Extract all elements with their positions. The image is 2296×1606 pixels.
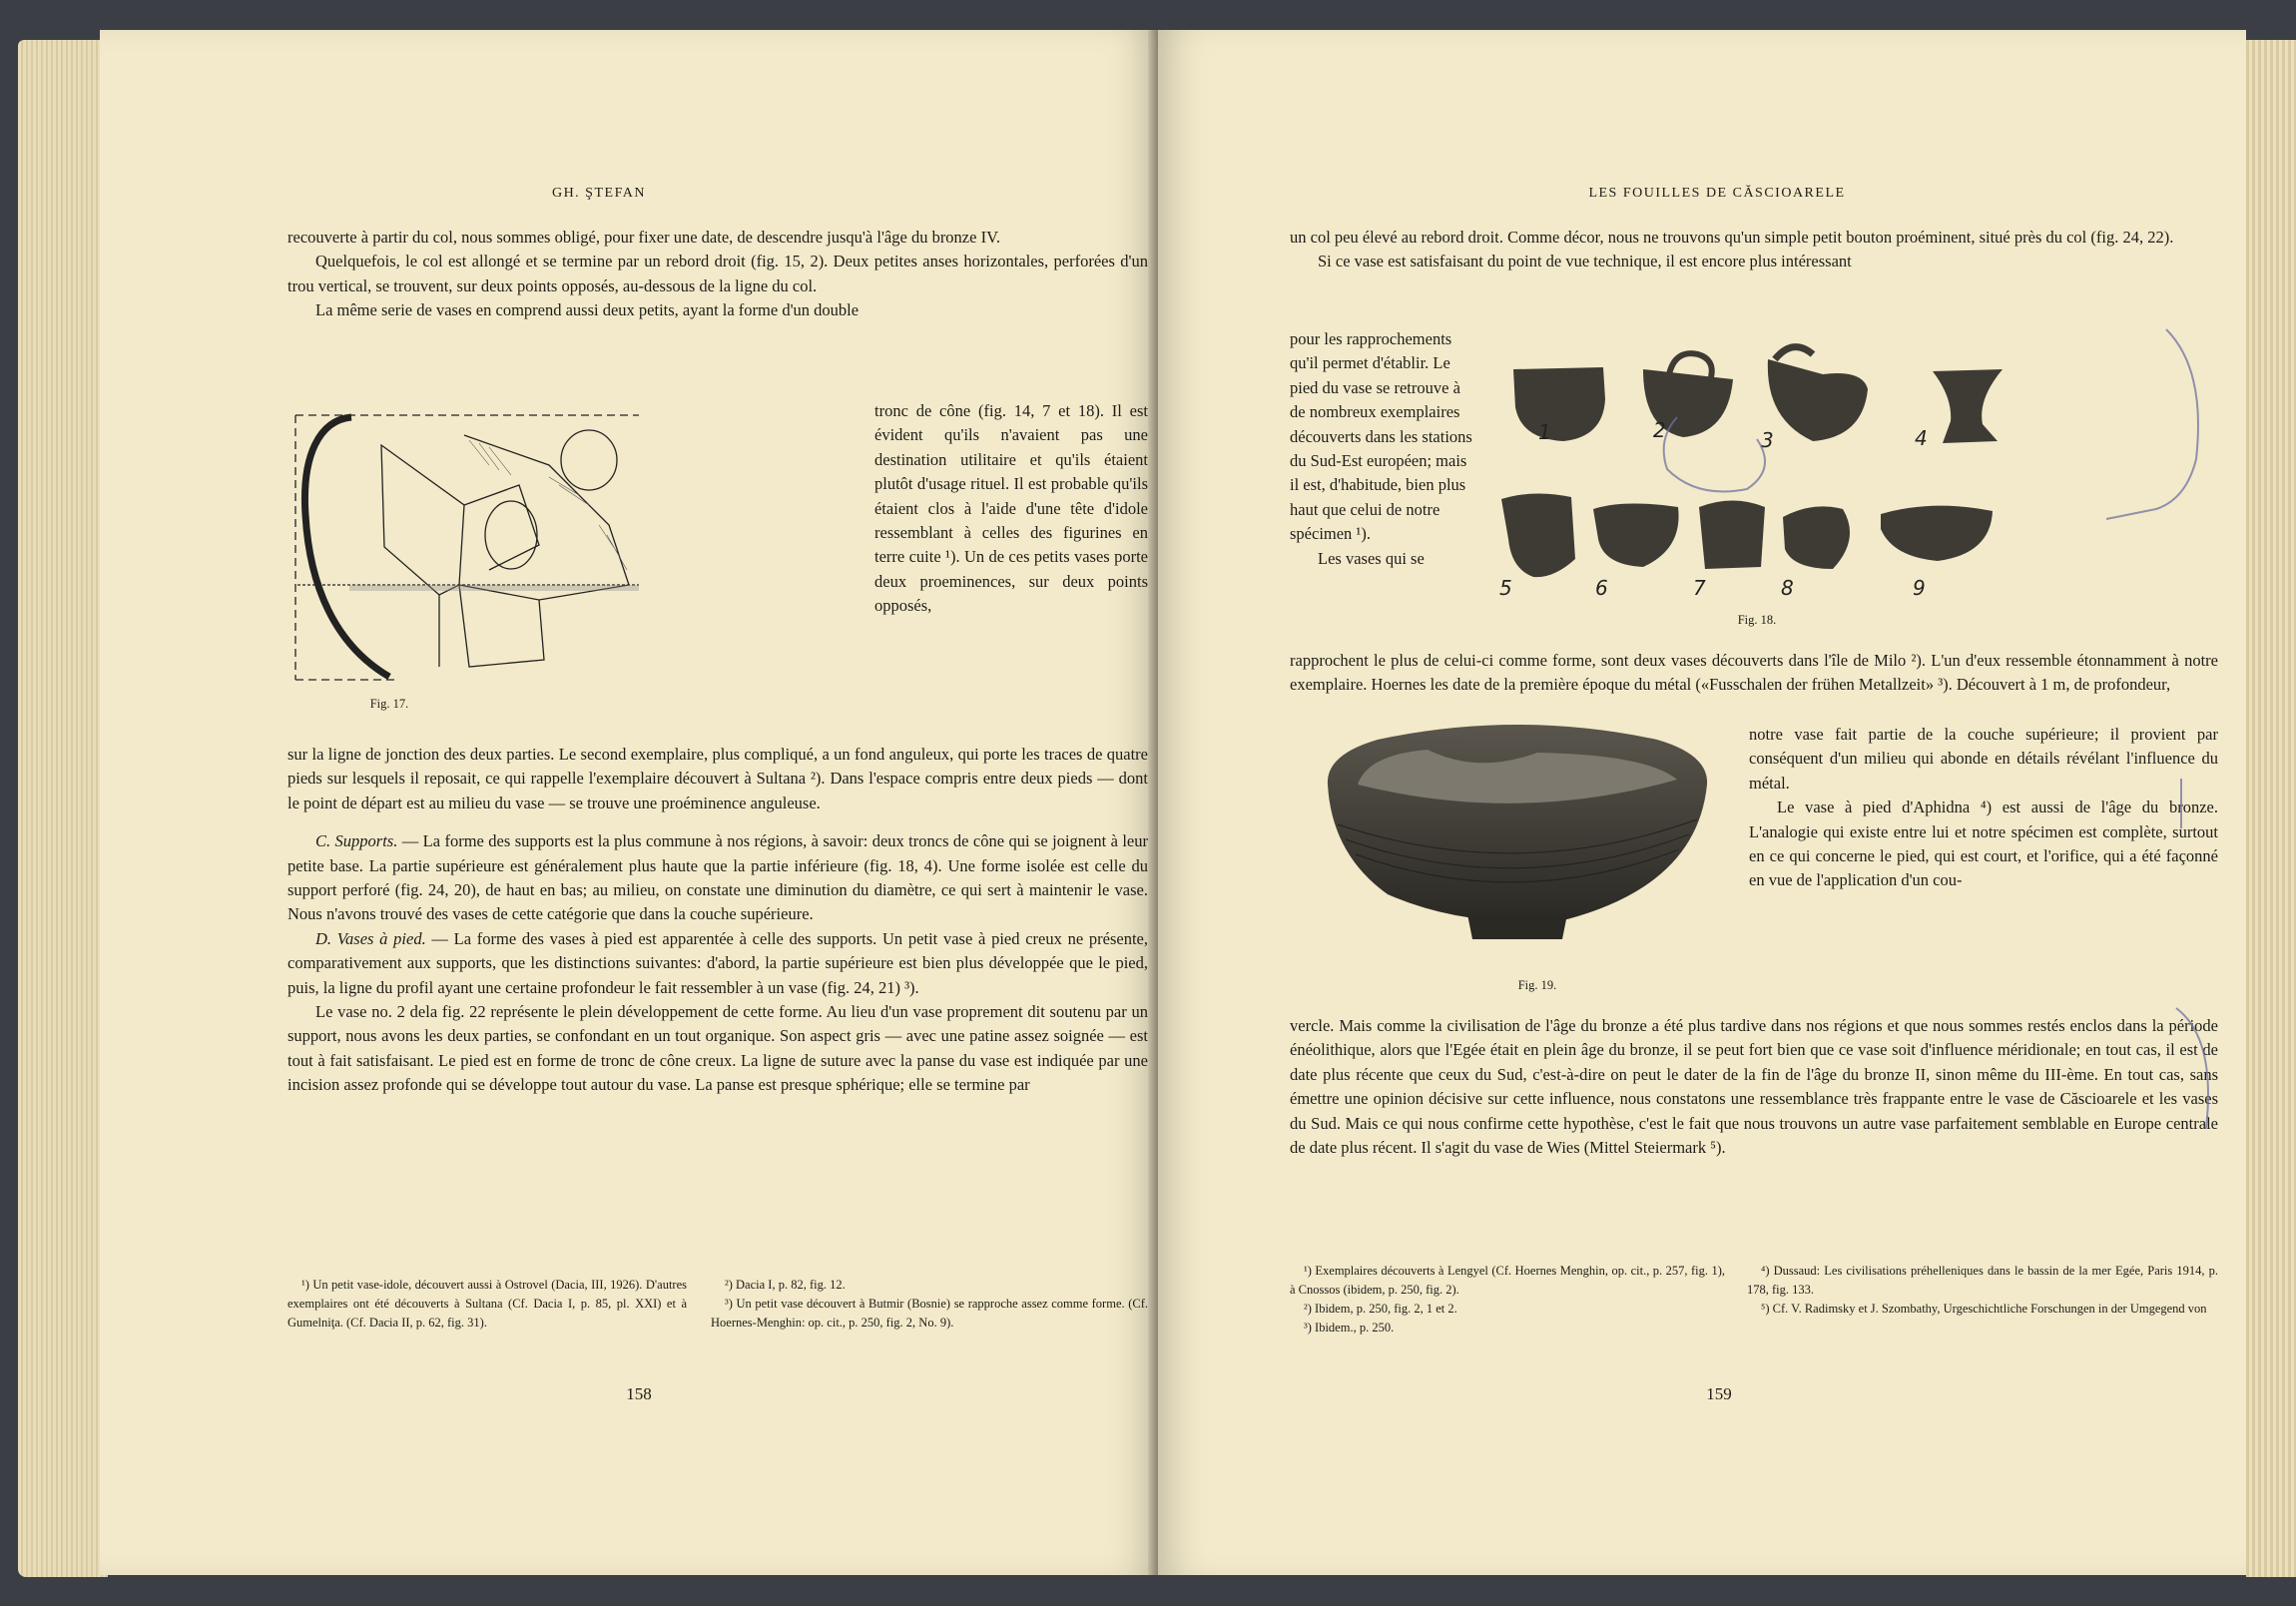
fig18-label-9: 9 [1913,576,1926,600]
right-footnote-2: ²) Ibidem, p. 250, fig. 2, 1 et 2. [1304,1302,1457,1316]
right-wrap-3-text: notre vase fait partie de la couche supérieure; il provient par conséquent d'un milieu qui abonde en détails révélant l'influence du métal. [1749,725,2218,793]
left-intro [287,226,1148,323]
left-page-number: 158 [626,1384,652,1403]
left-last-paragraph: Le vase no. 2 dela fig. 22 représente le plein développement de cette forme. Au lieu d'un vase proprement dit soutenu par un support, nous avons les deux parties, se confondant en un tout organique. Son aspect gris — avec une patine assez soignée — est tout à fait satisfaisant. Le pied est en forme de tronc de cône creux. La ligne de suture avec la panse du vase est indiquée par une incision assez profonde qui se développe tout autour du vase. La panse est presque sphérique; elle se termine par [287,1002,1148,1095]
section-d-label: D. Vases à pied. [315,928,426,948]
left-body [287,743,1148,1098]
figure-18-caption: Fig. 18. [1737,613,1777,627]
right-footnote-3: ³) Ibidem., p. 250. [1304,1321,1395,1335]
book-edge-left [18,40,108,1577]
right-final [1290,1014,2218,1160]
left-wrap-paragraph: tronc de cône (fig. 14, 7 et 18). Il est évident qu'ils n'avaient pas une destination utilitaire et qu'ils étaient plutôt d'usage rituel. Il est probable qu'ils étaient clos à l'aide d'une tête d'idole ressemblant à celles des figurines en terre cuite ¹). Un de ces petits vases porte deux proeminences, sur deux points opposés, [874,401,1148,616]
figure-17-caption: Fig. 17. [369,697,409,711]
fig18-label-7: 7 [1693,576,1706,600]
section-d [287,927,1148,1000]
fig18-label-4: 4 [1915,426,1928,450]
right-intro-p1: un col peu élevé au rebord droit. Comme décor, nous ne trouvons qu'un simple petit bouton proéminent, situé près du col (fig. 24, 22). [1290,228,2174,247]
book-edge-right [2246,40,2296,1577]
figure-19-caption: Fig. 19. [1517,978,1557,992]
fig18-label-8: 8 [1781,576,1794,600]
right-final-text: vercle. Mais comme la civilisation de l'âge du bronze a été plus tardive dans nos régions et que nous sommes restés enclos dans la période énéolithique, alors que l'Egée était en plein âge du bronze, il se peut fort bien que ce vase soit d'influence méridionale; en tout cas, il est de date plus récente que ceux du Sud, c'est-à-dire on peut le dater de la fin de l'âge du bronze II, sinon même du III-ème. En tout cas, sans émettre une opinion décisive sur cette influence, nous constatons une ressemblance très frappante entre le vase de Căscioarele et les vases du Sud. Mais ce qui nous confirme cette hypothèse, c'est le fait que nous trouvons un autre vase parfaitement semblable en Europe centrale de date plus récent. Il s'agit du vase de Wies (Mittel Steiermark ⁵). [1290,1016,2218,1158]
left-wrap-text [874,399,1148,619]
fig18-label-6: 6 [1595,576,1608,600]
right-wrap-3 [1749,723,2218,893]
right-footnote-4: ⁴) Dussaud: Les civilisations préhelleniques dans le bassin de la mer Egée, Paris 1914, p. 178, fig. 133. [1747,1264,2218,1297]
fig18-label-3: 3 [1761,428,1774,452]
figure-17-drawing [289,395,647,685]
left-footnotes-col2 [711,1276,1148,1333]
figure-18-photo [1493,329,2074,629]
left-intro-p1: recouverte à partir du col, nous sommes obligé, pour fixer une date, de descendre jusqu'à l'âge du bronze IV. [287,228,1000,247]
right-intro [1290,226,2218,274]
right-footnote-5: ⁵) Cf. V. Radimsky et J. Szombathy, Urgeschichtliche Forschungen in der Umgegend von [1761,1302,2207,1316]
right-wrap-2-text: Les vases qui se [1318,548,1425,568]
fig18-label-2: 2 [1653,418,1666,442]
left-intro-p2: Quelquefois, le col est allongé et se termine par un rebord droit (fig. 15, 2). Deux petites anses horizontales, perforées d'un trou vertical, se trouvent, sur deux points opposés, au-dessous de la ligne du col. [287,252,1148,295]
left-footnote-1: ¹) Un petit vase-idole, découvert aussi à Ostrovel (Dacia, III, 1926). D'autres exemplaires ont été découverts à Sultana (Cf. Dacia I, p. 85, pl. XXI) et à Gumelniţa. (Cf. Dacia II, p. 62, fig. 31). [287,1278,687,1330]
fig18-label-1: 1 [1538,420,1551,444]
right-footnote-1: ¹) Exemplaires découverts à Lengyel (Cf. Hoernes Menghin, op. cit., p. 257, fig. 1), à Cnossos (ibidem, p. 250, fig. 2). [1290,1264,1725,1297]
right-middle-text: rapprochent le plus de celui-ci comme forme, sont deux vases découverts dans l'île de Milo ²). L'un d'eux ressemble étonnamment à notre exemplaire. Hoernes les date de la première époque du métal («Fusschalen der frühen Metallzeit» ³). Découvert à 1 m, de profondeur, [1290,651,2218,695]
left-after-figure: sur la ligne de jonction des deux parties. Le second exemplaire, plus compliqué, a un fond anguleux, qui porte les traces de quatre pieds sur lesquels il reposait, ce qui rappelle l'exemplaire découvert à Sultana ²). Dans l'espace compris entre deux pieds — dont le point de départ est au milieu du vase — se trouve une proéminence anguleuse. [287,745,1148,812]
right-wrap-4-text: Le vase à pied d'Aphidna ⁴) est aussi de l'âge du bronze. L'analogie qui existe entre lui et notre spécimen est complète, surtout en ce qui concerne le pied, qui est court, et l'orifice, qui a été façonné en vue de l'application d'un cou- [1749,798,2218,890]
right-intro-p2: Si ce vase est satisfaisant du point de vue technique, il est encore plus intéressant [1318,252,1852,271]
section-c-text: — La forme des supports est la plus commune à nos régions, à savoir: deux troncs de cône qui se joignent à leur petite base. La partie supérieure est généralement plus haute que la partie inférieure (fig. 18, 4). Une forme isolée est celle du support perforé (fig. 24, 20), de haut en bas; au milieu, on constate une diminution du diamètre, ce qui sert à maintenir le vase. Nous n'avons trouvé des vases de cette catégorie que dans la couche supérieure. [287,831,1148,924]
left-page [100,30,1158,1575]
right-running-head: LES FOUILLES DE CĂSCIOARELE [1588,186,1846,201]
section-c [287,829,1148,927]
right-page [1158,30,2246,1575]
right-middle [1290,649,2218,698]
right-footnotes-col2 [1747,1262,2218,1319]
left-footnote-3: ³) Un petit vase découvert à Butmir (Bosnie) se rapproche assez comme forme. (Cf. Hoernes-Menghin: op. cit., p. 250, fig. 2, No. 9). [711,1297,1148,1330]
section-c-label: C. Supports. [315,831,398,851]
fig18-label-5: 5 [1499,576,1512,600]
left-footnotes-col1 [287,1276,687,1333]
left-running-head: GH. ŞTEFAN [551,186,647,201]
left-footnote-2: ²) Dacia I, p. 82, fig. 12. [725,1278,846,1292]
section-d-text: — La forme des vases à pied est apparentée à celle des supports. Un petit vase à pied creux ne présente, comparativement aux supports, que les distinctions suivantes: d'abord, la partie supérieure est bien plus développée que le pied, puis, la ligne du profil ayant une certaine profondeur le fait ressembler à un vase (fig. 24, 21) ³). [287,928,1148,997]
right-footnotes-col1 [1290,1262,1725,1338]
right-wrap-1 [1290,327,1473,571]
right-wrap-1-text: pour les rapprochements qu'il permet d'établir. Le pied du vase se retrouve à de nombreux exemplaires découverts dans les stations du Sud-Est européen; mais il est, d'habitude, bien plus haut que celui de notre spécimen ¹). [1290,329,1472,544]
left-intro-p3: La même serie de vases en comprend aussi deux petits, ayant la forme d'un double [315,300,860,320]
right-page-number: 159 [1706,1384,1732,1403]
figure-19-photo [1318,715,1717,964]
